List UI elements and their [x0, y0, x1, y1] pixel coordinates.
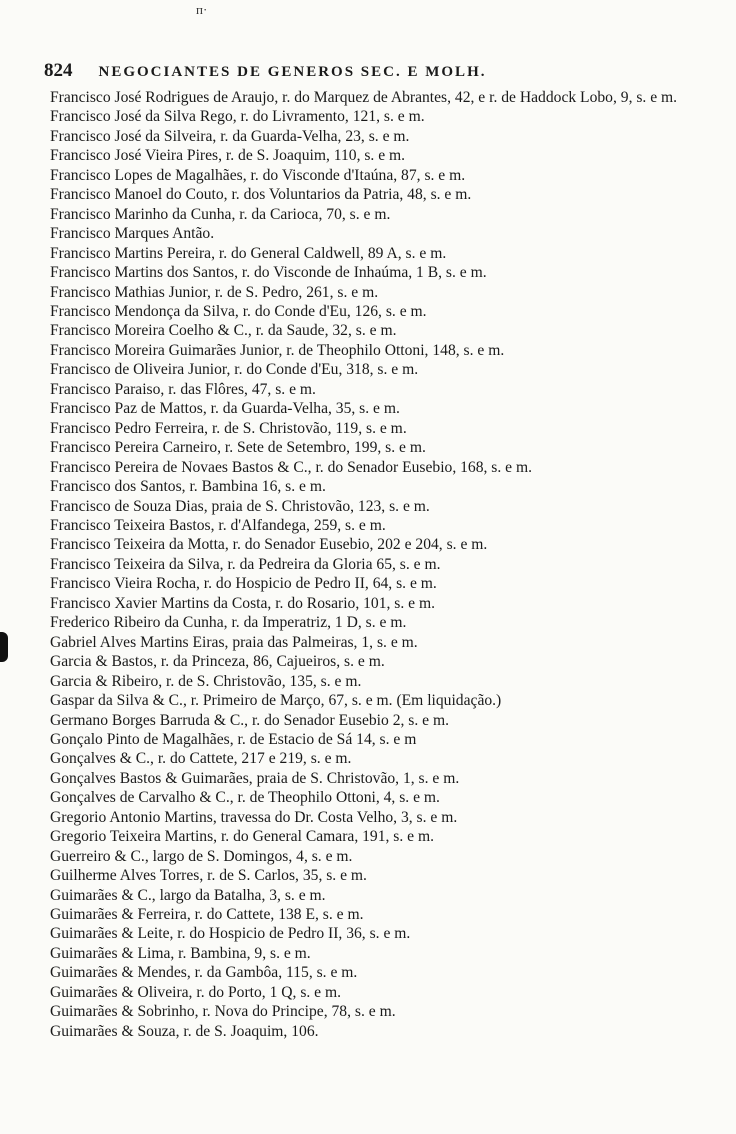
directory-entry: Francisco Pedro Ferreira, r. de S. Christovão, 119, s. e m.	[50, 419, 407, 437]
directory-entry: Gabriel Alves Martins Eiras, praia das Palmeiras, 1, s. e m.	[50, 633, 418, 651]
directory-entry: Guimarães & Souza, r. de S. Joaquim, 106.	[50, 1022, 319, 1040]
directory-entry: Guimarães & Mendes, r. da Gambôa, 115, s. e m.	[50, 964, 358, 982]
directory-entry: Francisco Vieira Rocha, r. do Hospicio de Pedro II, 64, s. e m.	[50, 575, 437, 593]
directory-entry: Francisco José Rodrigues de Araujo, r. do Marquez de Abrantes, 42, e r. de Haddock Lobo, 9, s. e m.	[50, 89, 678, 106]
directory-entry: Francisco Pereira de Novaes Bastos & C., r. do Senador Eusebio, 168, s. e m.	[50, 458, 533, 476]
directory-entry: Germano Borges Barruda & C., r. do Senador Eusebio 2, s. e m.	[50, 711, 450, 729]
directory-entry: Francisco Manoel do Couto, r. dos Voluntarios da Patria, 48, s. e m.	[50, 186, 472, 204]
directory-entry: Francisco Pereira Carneiro, r. Sete de Setembro, 199, s. e m.	[50, 439, 426, 457]
directory-entry: Guimarães & C., largo da Batalha, 3, s. e m.	[50, 886, 326, 904]
directory-entry: Francisco Teixeira da Motta, r. do Senador Eusebio, 202 e 204, s. e m.	[50, 536, 488, 554]
handwritten-mark: ᴨ·	[196, 2, 208, 17]
page-header	[44, 60, 704, 84]
directory-entry: Garcia & Ribeiro, r. de S. Christovão, 135, s. e m.	[50, 672, 362, 690]
directory-entry: Guimarães & Lima, r. Bambina, 9, s. e m.	[50, 944, 311, 962]
directory-entry: Gregorio Teixeira Martins, r. do General Camara, 191, s. e m.	[50, 828, 435, 846]
directory-entry: Gonçalves Bastos & Guimarães, praia de S. Christovão, 1, s. e m.	[50, 769, 460, 787]
page-number: 824	[44, 60, 73, 81]
directory-entry: Francisco Moreira Guimarães Junior, r. de Theophilo Ottoni, 148, s. e m.	[50, 341, 505, 359]
directory-entry: Francisco dos Santos, r. Bambina 16, s. e m.	[50, 478, 326, 496]
directory-entry: Frederico Ribeiro da Cunha, r. da Imperatriz, 1 D, s. e m.	[50, 614, 407, 632]
directory-entry: Francisco Mathias Junior, r. de S. Pedro, 261, s. e m.	[50, 283, 379, 301]
directory-entry: Gonçalves de Carvalho & C., r. de Theophilo Ottoni, 4, s. e m.	[50, 789, 440, 807]
directory-entry: Francisco Paraiso, r. das Flôres, 47, s. e m.	[50, 380, 316, 398]
directory-entry: Francisco Mendonça da Silva, r. do Conde d'Eu, 126, s. e m.	[50, 302, 427, 320]
directory-entry: Gonçalo Pinto de Magalhães, r. de Estacio de Sá 14, s. e m	[50, 730, 417, 748]
directory-entry: Francisco Teixeira Bastos, r. d'Alfandega, 259, s. e m.	[50, 516, 386, 534]
directory-entry: Francisco José da Silva Rego, r. do Livramento, 121, s. e m.	[50, 108, 425, 126]
directory-entry: Francisco Lopes de Magalhães, r. do Visconde d'Itaúna, 87, s. e m.	[50, 166, 466, 184]
directory-entry: Gaspar da Silva & C., r. Primeiro de Março, 67, s. e m. (Em liquidação.)	[50, 692, 502, 710]
directory-entry: Gregorio Antonio Martins, travessa do Dr. Costa Velho, 3, s. e m.	[50, 808, 458, 826]
directory-entry: Guimarães & Sobrinho, r. Nova do Principe, 78, s. e m.	[50, 1003, 396, 1021]
directory-entry: Guilherme Alves Torres, r. de S. Carlos, 35, s. e m.	[50, 867, 367, 885]
directory-entry: Guimarães & Ferreira, r. do Cattete, 138 E, s. e m.	[50, 906, 364, 924]
directory-entry: Francisco Martins dos Santos, r. do Visconde de Inhaúma, 1 B, s. e m.	[50, 264, 487, 282]
directory-entry: Francisco José Vieira Pires, r. de S. Joaquim, 110, s. e m.	[50, 147, 406, 165]
directory-entry: Francisco de Oliveira Junior, r. do Conde d'Eu, 318, s. e m.	[50, 361, 419, 379]
directory-entry: Guimarães & Oliveira, r. do Porto, 1 Q, s. e m.	[50, 983, 342, 1001]
directory-entry: Guerreiro & C., largo de S. Domingos, 4, s. e m.	[50, 847, 353, 865]
directory-entry: Francisco Xavier Martins da Costa, r. do Rosario, 101, s. e m.	[50, 594, 436, 612]
directory-entry: Francisco Paz de Mattos, r. da Guarda-Velha, 35, s. e m.	[50, 400, 400, 418]
directory-entry: Francisco Marinho da Cunha, r. da Carioca, 70, s. e m.	[50, 205, 391, 223]
directory-entry: Francisco Marques Antão.	[50, 225, 215, 243]
directory-entry: Francisco de Souza Dias, praia de S. Christovão, 123, s. e m.	[50, 497, 430, 515]
directory-entry: Francisco Martins Pereira, r. do General Caldwell, 89 A, s. e m.	[50, 244, 447, 262]
directory-entry: Guimarães & Leite, r. do Hospicio de Pedro II, 36, s. e m.	[50, 925, 411, 943]
binding-mark	[0, 632, 8, 662]
directory-entry: Gonçalves & C., r. do Cattete, 217 e 219, s. e m.	[50, 750, 352, 768]
running-title: NEGOCIANTES DE GENEROS SEC. E MOLH.	[98, 64, 487, 80]
directory-entry: Francisco Moreira Coelho & C., r. da Saude, 32, s. e m.	[50, 322, 397, 340]
directory-listing	[50, 88, 700, 1041]
directory-entry: Francisco Teixeira da Silva, r. da Pedreira da Gloria 65, s. e m.	[50, 555, 441, 573]
directory-entry: Garcia & Bastos, r. da Princeza, 86, Cajueiros, s. e m.	[50, 653, 385, 671]
directory-entry: Francisco José da Silveira, r. da Guarda-Velha, 23, s. e m.	[50, 127, 410, 145]
